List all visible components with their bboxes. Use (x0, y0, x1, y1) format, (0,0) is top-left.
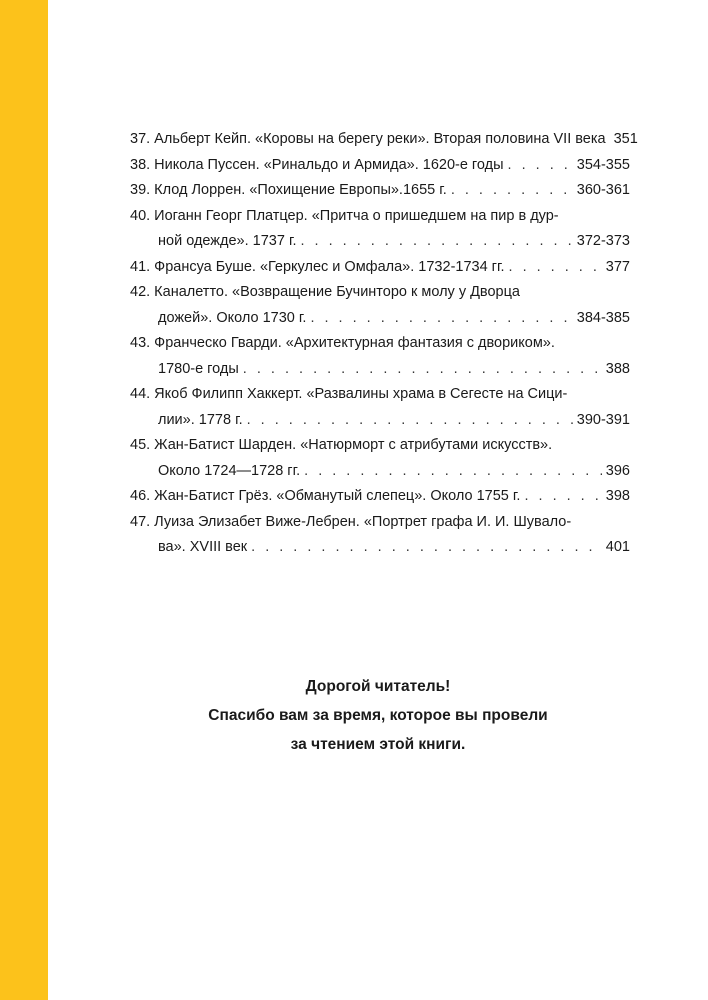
toc-entry (130, 153, 630, 179)
toc-page-number: 377 (605, 258, 630, 275)
toc-line (130, 280, 630, 306)
toc-page-number: 384-385 (576, 309, 630, 326)
toc-entry (130, 280, 630, 331)
toc-line (130, 127, 638, 153)
toc-entry-title: 43. Франческо Гварди. «Архитектурная фантазия с двориком». (130, 335, 555, 351)
toc-leader-dots (509, 255, 602, 281)
table-of-contents (130, 127, 638, 561)
toc-entry-continuation: Около 1724—1728 гг. (158, 462, 301, 479)
toc-line (130, 153, 630, 179)
toc-entry (130, 484, 630, 510)
toc-entry (130, 331, 630, 382)
toc-entry-title: 39. Клод Лоррен. «Похищение Европы».1655 г. (130, 182, 447, 198)
toc-page-number: 351 (613, 131, 638, 147)
toc-line (130, 178, 630, 204)
toc-leader-dots (451, 178, 573, 204)
toc-line-continuation (130, 408, 630, 434)
toc-line (130, 255, 630, 281)
toc-entry-title: 38. Никола Пуссен. «Ринальдо и Армида». 1620-е годы (130, 156, 504, 173)
reader-thank-you-message (48, 672, 708, 759)
toc-line (130, 510, 630, 536)
toc-page-number: 390-391 (576, 411, 630, 428)
toc-leader-dots (508, 153, 573, 179)
toc-line (130, 433, 630, 459)
toc-entry (130, 178, 630, 204)
toc-page-number: 354-355 (576, 156, 630, 173)
toc-leader-dots (301, 229, 573, 255)
toc-entry-continuation: ной одежде». 1737 г. (158, 233, 297, 249)
toc-page-number: 396 (605, 462, 630, 479)
toc-entry-title: 40. Иоганн Георг Платцер. «Притча о пришедшем на пир в дур- (130, 207, 559, 224)
toc-entry-title: 42. Каналетто. «Возвращение Бучинторо к молу у Дворца (130, 284, 520, 300)
message-greeting: Дорогой читатель! (305, 678, 451, 695)
toc-line-continuation (130, 459, 630, 485)
toc-entry-title: 37. Альберт Кейп. «Коровы на берегу реки». Вторая половина VII века (130, 131, 606, 147)
toc-line-continuation (130, 229, 630, 255)
toc-entry (130, 382, 630, 433)
toc-line (130, 331, 630, 357)
toc-line (130, 484, 630, 510)
toc-entry-continuation: дожей». Около 1730 г. (158, 309, 307, 326)
toc-line-continuation (130, 535, 630, 561)
toc-line-continuation (130, 357, 630, 383)
toc-entry-continuation: 1780-е годы (158, 360, 239, 377)
toc-leader-dots (247, 408, 573, 434)
message-line-2: Спасибо вам за время, которое вы провели (208, 707, 548, 724)
toc-page-number: 388 (605, 360, 630, 377)
toc-leader-dots (304, 459, 602, 485)
toc-leader-dots (310, 306, 572, 332)
toc-line (130, 204, 630, 230)
toc-entry-title: 45. Жан-Батист Шарден. «Натюрморт с атрибутами искусств». (130, 437, 553, 453)
toc-leader-dots (243, 357, 602, 383)
toc-page-number: 401 (605, 539, 630, 555)
message-line-3: за чтением этой книги. (290, 736, 466, 753)
toc-entry-title: 47. Луиза Элизабет Виже-Лебрен. «Портрет графа И. И. Шувало- (130, 513, 572, 530)
toc-entry-title: 46. Жан-Батист Грёз. «Обманутый слепец». Около 1755 г. (130, 488, 521, 504)
toc-entry-title: 41. Франсуа Буше. «Геркулес и Омфала». 1732-1734 гг. (130, 258, 505, 275)
toc-entry-continuation: лии». 1778 г. (158, 411, 243, 428)
toc-line (130, 382, 630, 408)
toc-entry (130, 127, 638, 153)
toc-leader-dots (251, 535, 602, 561)
toc-line-continuation (130, 306, 630, 332)
toc-entry (130, 433, 630, 484)
yellow-side-stripe (0, 0, 48, 1000)
toc-entry-title: 44. Якоб Филипп Хаккерт. «Развалины храма в Сегесте на Сици- (130, 386, 568, 402)
toc-entry (130, 204, 630, 255)
toc-page-number: 360-361 (576, 182, 630, 198)
toc-entry (130, 255, 630, 281)
toc-entry-continuation: ва». XVIII век (158, 539, 248, 555)
toc-entry (130, 510, 630, 561)
toc-page-number: 398 (605, 488, 630, 504)
toc-leader-dots (524, 484, 601, 510)
toc-page-number: 372-373 (576, 233, 630, 249)
